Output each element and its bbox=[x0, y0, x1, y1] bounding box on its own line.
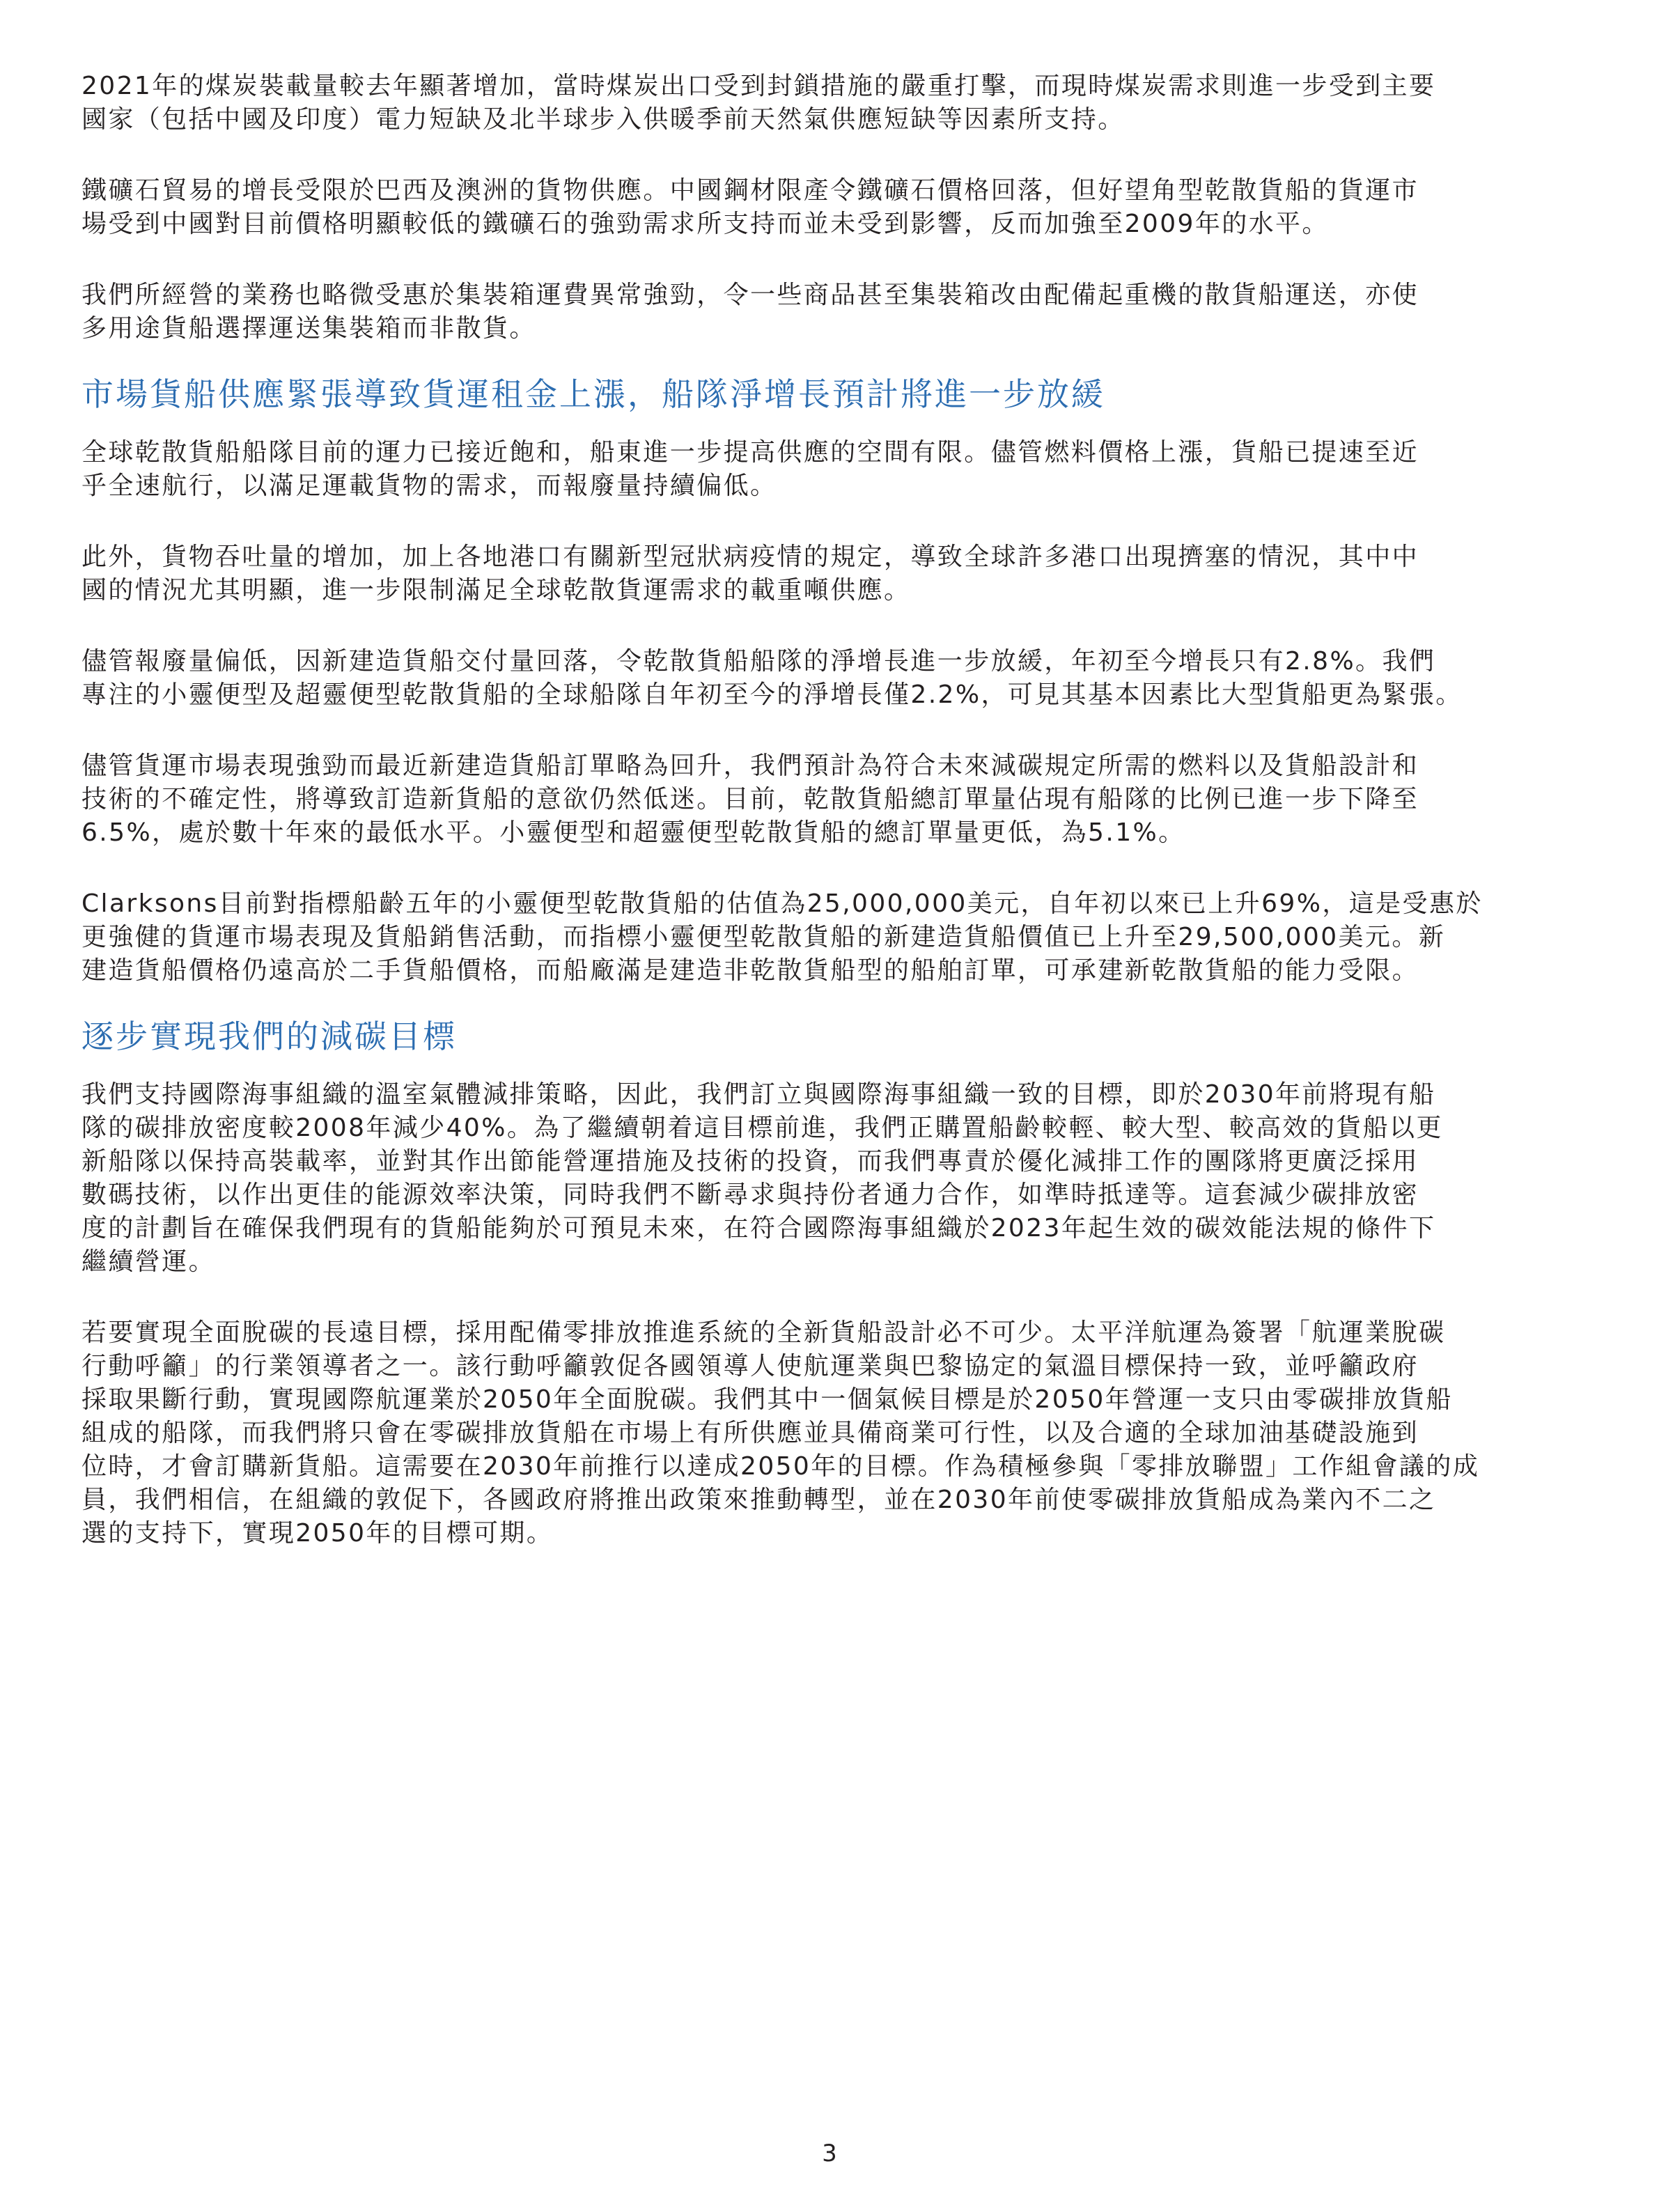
paragraph-port-congestion: 此外，貨物吞吐量的增加，加上各地港口有關新型冠狀病疫情的規定，導致全球許多港口出現擠塞的情況，其中中 國的情況尤其明顯，進一步限制滿足全球乾散貨運需求的載重噸供應。 bbox=[81, 543, 1419, 605]
paragraph-coal: 2021年的煤炭裝載量較去年顯著增加，當時煤炭出口受到封鎖措施的嚴重打擊，而現時煤炭需求則進一步受到主要 國家（包括中國及印度）電力短缺及北半球步入供暖季前天然氣供應短缺等因素所支持。 bbox=[81, 72, 1436, 134]
paragraph-fleet-growth: 儘管報廢量偏低，因新建造貨船交付量回落，令乾散貨船船隊的淨增長進一步放緩，年初至今增長只有2.8%。我們 專注的小靈便型及超靈便型乾散貨船的全球船隊自年初至今的淨增長僅2.2%，可見其基本因素比大型貨船更為緊張。 bbox=[81, 647, 1463, 709]
paragraph-fleet-capacity: 全球乾散貨船船隊目前的運力已接近飽和，船東進一步提高供應的空間有限。儘管燃料價格上漲，貨船已提速至近 乎全速航行，以滿足運載貨物的需求，而報廢量持續偏低。 bbox=[81, 438, 1419, 500]
section-heading-supply: 市場貨船供應緊張導致貨運租金上漲，船隊淨增長預計將進一步放緩 bbox=[81, 375, 1105, 413]
paragraph-container: 我們所經營的業務也略微受惠於集裝箱運費異常強勁，令一些商品甚至集裝箱改由配備起重機的散貨船運送，亦使 多用途貨船選擇運送集裝箱而非散貨。 bbox=[81, 281, 1419, 343]
paragraph-imo-strategy: 我們支持國際海事組織的溫室氣體減排策略，因此，我們訂立與國際海事組織一致的目標，即於2030年前將現有船 隊的碳排放密度較2008年減少40%。為了繼續朝着這目標前進，我們正購置船齡較輕、較大型、較高效的貨船以更 新船隊以保持高裝載率，並對其作出節能營運措施及技術的投資，而我們專責於優化減排工作的團隊將更廣泛採用 數碼技術，以作出更佳的能源效率決策，同時我們不斷尋求與持份者通力合作，如準時抵達等。這套減少碳排放密 度的計劃旨在確保我們現有的貨船能夠於可預見未來，在符合國際海事組織於2023年起生效的碳效能法規的條件下 繼續營運。 bbox=[81, 1080, 1443, 1276]
paragraph-iron-ore: 鐵礦石貿易的增長受限於巴西及澳洲的貨物供應。中國鋼材限產令鐵礦石價格回落，但好望角型乾散貨船的貨運市 場受到中國對目前價格明顯較低的鐵礦石的強勁需求所支持而並未受到影響，反而加強至2009年的水平。 bbox=[81, 176, 1419, 238]
paragraph-orderbook: 儘管貨運市場表現強勁而最近新建造貨船訂單略為回升，我們預計為符合未來減碳規定所需的燃料以及貨船設計和 技術的不確定性，將導致訂造新貨船的意欲仍然低迷。目前，乾散貨船總訂單量佔現有船隊的比例已進一步下降至 6.5%，處於數十年來的最低水平。小靈便型和超靈便型乾散貨船的總訂單量更低，為5.1%。 bbox=[81, 751, 1419, 847]
page-number: 3 bbox=[822, 2140, 837, 2167]
paragraph-zero-emission: 若要實現全面脫碳的長遠目標，採用配備零排放推進系統的全新貨船設計必不可少。太平洋航運為簽署「航運業脫碳 行動呼籲」的行業領導者之一。該行動呼籲敦促各國領導人使航運業與巴黎協定的氣溫目標保持一致，並呼籲政府 採取果斷行動，實現國際航運業於2050年全面脫碳。我們其中一個氣候目標是於2050年營運一支只由零碳排放貨船 組成的船隊，而我們將只會在零碳排放貨船在市場上有所供應並具備商業可行性，以及合適的全球加油基礎設施到 位時，才會訂購新貨船。這需要在2030年前推行以達成2050年的目標。作為積極參與「零排放聯盟」工作組會議的成 員，我們相信，在組織的敦促下，各國政府將推出政策來推動轉型，並在2030年前使零碳排放貨船成為業內不二之 選的支持下，實現2050年的目標可期。 bbox=[81, 1318, 1480, 1548]
section-heading-decarbonisation: 逐步實現我們的減碳目標 bbox=[81, 1018, 457, 1055]
page-content bbox=[81, 70, 1578, 1588]
paragraph-vessel-values: Clarksons目前對指標船齡五年的小靈便型乾散貨船的估值為25,000,000美元，自年初以來已上升69%，這是受惠於 更強健的貨運市場表現及貨船銷售活動，而指標小靈便型乾散貨船的新建造貨船價值已上升至29,500,000美元。新 建造貨船價格仍遠高於二手貨船價格，而船廠滿是建造非乾散貨船型的船舶訂單，可承建新乾散貨船的能力受限。 bbox=[81, 889, 1483, 985]
